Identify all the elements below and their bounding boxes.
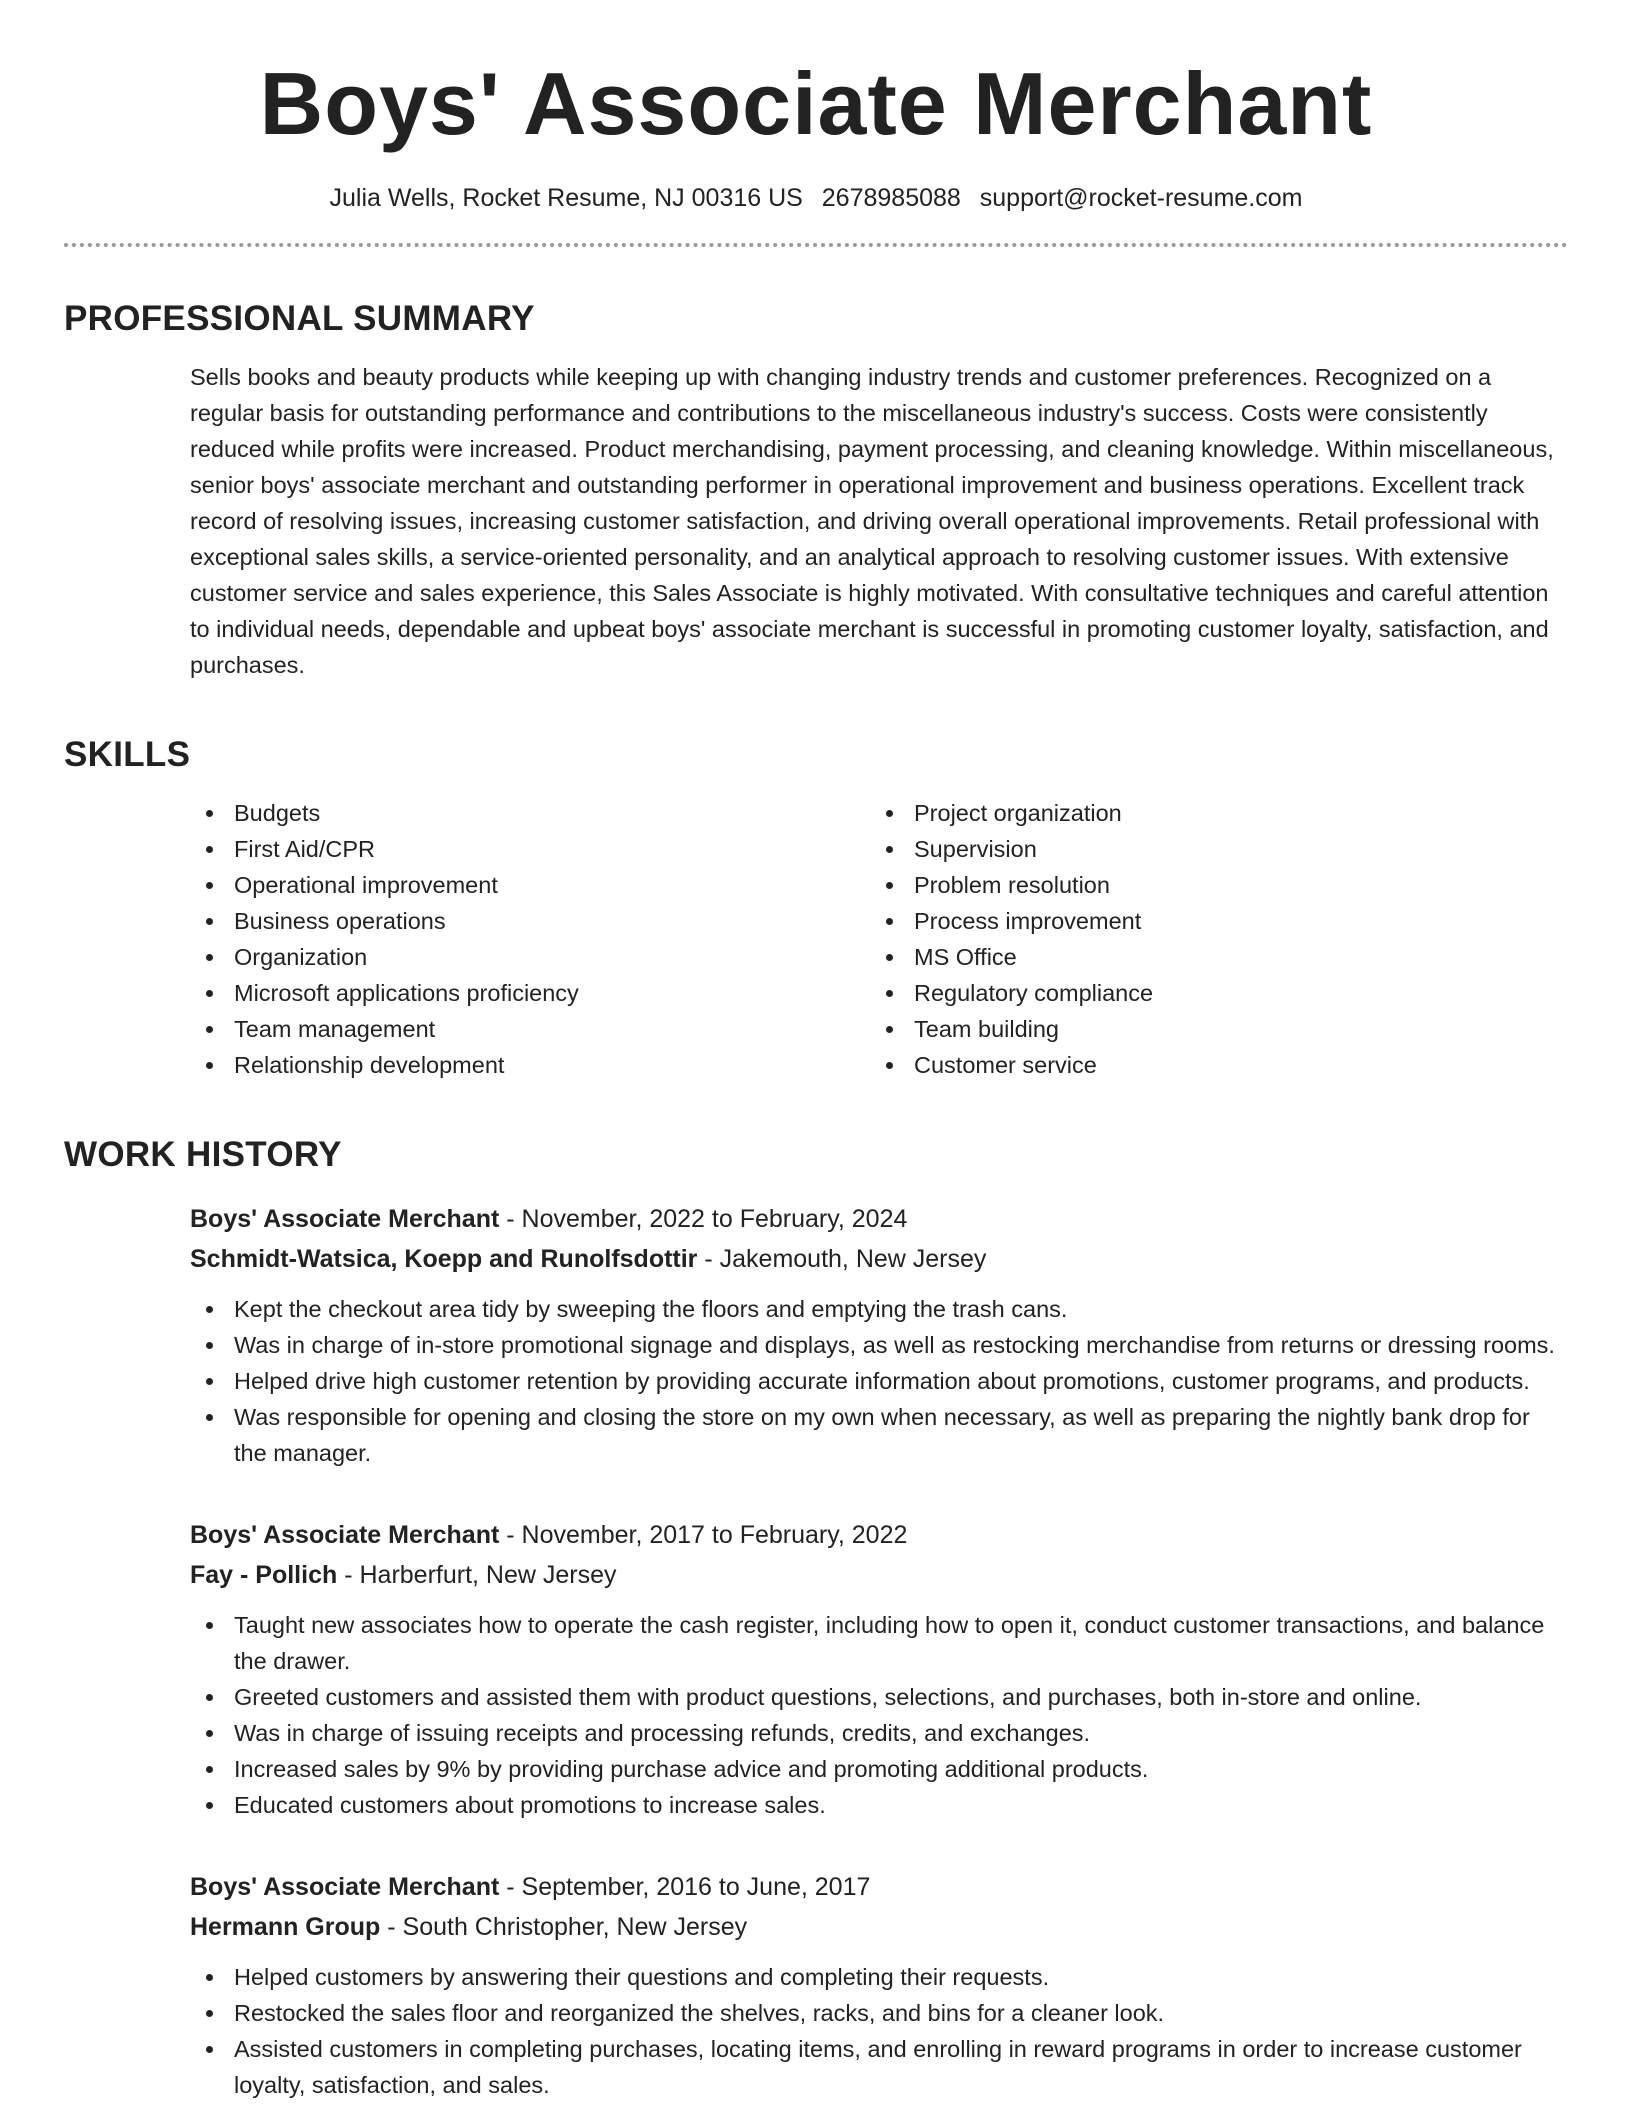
job-bullet: Increased sales by 9% by providing purchase advice and promoting additional products. (190, 1751, 1568, 1787)
job-bullet: Was in charge of issuing receipts and processing refunds, credits, and exchanges. (190, 1715, 1568, 1751)
job-company-line (190, 1555, 1568, 1595)
skill-item: Business operations (190, 903, 870, 939)
job-location: - South Christopher, New Jersey (380, 1913, 748, 1941)
job-bullets (190, 1291, 1568, 1471)
job-bullet: Was responsible for opening and closing the store on my own when necessary, as well as preparing the nightly bank drop for the manager. (190, 1399, 1568, 1471)
job-title: Boys' Associate Merchant (190, 1521, 500, 1549)
skills-grid (190, 795, 1568, 1083)
skill-item: Supervision (870, 831, 1550, 867)
contact-phone: 2678985088 (821, 184, 961, 212)
job-bullet: Helped drive high customer retention by providing accurate information about promotions, customer programs, and products. (190, 1363, 1568, 1399)
job-bullet: Educated customers about promotions to increase sales. (190, 1787, 1568, 1823)
job-dates: - November, 2017 to February, 2022 (499, 1521, 908, 1549)
job-location: - Jakemouth, New Jersey (697, 1245, 987, 1273)
job-company: Fay - Pollich (190, 1561, 338, 1589)
job-bullets (190, 1607, 1568, 1823)
job-entry (190, 1867, 1568, 2103)
work-history-list (190, 1199, 1568, 2103)
work-history-section-title: WORK HISTORY (64, 1135, 342, 1174)
skills-section-title: SKILLS (64, 735, 191, 774)
job-bullet: Assisted customers in completing purchases, locating items, and enrolling in reward programs in order to increase customer loyalty, satisfaction, and sales. (190, 2031, 1568, 2103)
job-bullet: Was in charge of in-store promotional signage and displays, as well as restocking merchandise from returns or dressing rooms. (190, 1327, 1568, 1363)
skill-item: Microsoft applications proficiency (190, 975, 870, 1011)
contact-line (64, 184, 1568, 213)
job-title: Boys' Associate Merchant (190, 1873, 500, 1901)
job-title-line (190, 1515, 1568, 1555)
job-bullet: Kept the checkout area tidy by sweeping the floors and emptying the trash cans. (190, 1291, 1568, 1327)
header-divider (64, 243, 1568, 247)
job-bullet: Restocked the sales floor and reorganized the shelves, racks, and bins for a cleaner look. (190, 1995, 1568, 2031)
summary-section-title: PROFESSIONAL SUMMARY (64, 299, 535, 338)
job-title-line (190, 1199, 1568, 1239)
skill-item: MS Office (870, 939, 1550, 975)
skill-item: Regulatory compliance (870, 975, 1550, 1011)
resume-name-heading: Boys' Associate Merchant (259, 54, 1373, 153)
job-bullet: Taught new associates how to operate the cash register, including how to open it, conduct customer transactions, and balance the drawer. (190, 1607, 1568, 1679)
skill-item: Problem resolution (870, 867, 1550, 903)
job-location: - Harberfurt, New Jersey (337, 1561, 617, 1589)
skill-item: Organization (190, 939, 870, 975)
skills-column-left (190, 795, 870, 1083)
job-title: Boys' Associate Merchant (190, 1205, 500, 1233)
job-entry (190, 1199, 1568, 1471)
skill-item: Team management (190, 1011, 870, 1047)
skill-item: Operational improvement (190, 867, 870, 903)
skill-item: Customer service (870, 1047, 1550, 1083)
skill-item: Budgets (190, 795, 870, 831)
job-dates: - September, 2016 to June, 2017 (499, 1873, 871, 1901)
contact-email: support@rocket-resume.com (979, 184, 1303, 212)
job-bullets (190, 1959, 1568, 2103)
skill-item: Process improvement (870, 903, 1550, 939)
skill-item: Project organization (870, 795, 1550, 831)
skill-item: Team building (870, 1011, 1550, 1047)
job-company: Hermann Group (190, 1913, 381, 1941)
summary-text: Sells books and beauty products while keeping up with changing industry trends and customer preferences. Recognized on a regular basis for outstanding performance and contributions to the miscellaneous industry's success. Costs were consistently reduced while profits were increased. Product merchandising, payment processing, and cleaning knowledge. Within miscellaneous, senior boys' associate merchant and outstanding performer in operational improvement and business operations. Excellent track record of resolving issues, increasing customer satisfaction, and driving overall operational improvements. Retail professional with exceptional sales skills, a service-oriented personality, and an analytical approach to resolving customer issues. With extensive customer service and sales experience, this Sales Associate is highly motivated. With consultative techniques and careful attention to individual needs, dependable and upbeat boys' associate merchant is successful in promoting customer loyalty, satisfaction, and purchases. (190, 364, 1554, 678)
job-company-line (190, 1907, 1568, 1947)
job-bullet: Greeted customers and assisted them with product questions, selections, and purchases, both in-store and online. (190, 1679, 1568, 1715)
skills-column-right (870, 795, 1550, 1083)
job-entry (190, 1515, 1568, 1823)
job-bullet: Helped customers by answering their questions and completing their requests. (190, 1959, 1568, 1995)
job-title-line (190, 1867, 1568, 1907)
skill-item: First Aid/CPR (190, 831, 870, 867)
contact-address: Julia Wells, Rocket Resume, NJ 00316 US (329, 184, 803, 212)
skill-item: Relationship development (190, 1047, 870, 1083)
job-dates: - November, 2022 to February, 2024 (499, 1205, 908, 1233)
job-company: Schmidt-Watsica, Koepp and Runolfsdottir (190, 1245, 698, 1273)
job-company-line (190, 1239, 1568, 1279)
